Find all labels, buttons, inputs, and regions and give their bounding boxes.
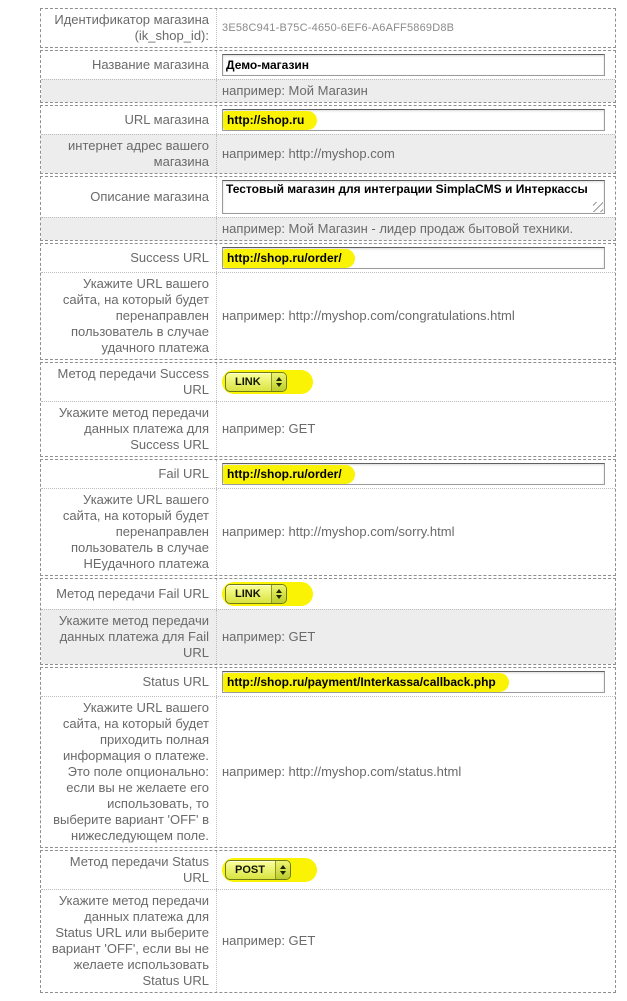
- shop-url-value-cell: [217, 106, 615, 134]
- shop-name-row: [41, 51, 615, 79]
- arrow-up-icon: [276, 377, 282, 381]
- status-url-label-cell: [41, 668, 217, 696]
- shop-description-label-cell: [41, 177, 217, 217]
- shop-name-label: Название магазина: [91, 57, 209, 72]
- status-method-hint-row: [41, 889, 615, 992]
- shop-id-value-cell: [217, 9, 615, 47]
- status-url-hint-text: например: http://myshop.com/status.html: [222, 764, 462, 779]
- status-url-input[interactable]: [222, 671, 605, 693]
- fail-method-group: [40, 578, 616, 665]
- status-method-highlight: [222, 858, 317, 882]
- fail-method-hint-label: Укажите метод передачи данных платежа для Fail URL: [58, 613, 209, 660]
- shop-description-hint-cell: [217, 218, 615, 240]
- shop-url-hint-label-cell: [41, 135, 217, 173]
- shop-name-label-cell: [41, 51, 217, 79]
- shop-description-hint-row: [41, 217, 615, 240]
- status-method-label: Метод передачи Status URL: [69, 854, 209, 885]
- fail-url-hint-label: Укажите URL вашего сайта, на который будет перенаправлен пользователь в случае НЕудачного платежа: [62, 492, 209, 571]
- shop-name-input-value: Демо-магазин: [226, 57, 310, 72]
- fail-method-select-value: LINK: [235, 588, 261, 600]
- success-url-hint-label: Укажите URL вашего сайта, на который будет перенаправлен пользователь в случае удачного платежа: [62, 276, 209, 355]
- success-method-hint-row: [41, 401, 615, 456]
- status-method-row: [41, 851, 615, 889]
- status-url-hint-label: Укажите URL вашего сайта, на который будет приходить полная информация о платеже. Это поле опционально: если вы не желаете его использовать, то выберите вариант 'OFF' в нижеследующем поле.: [53, 700, 209, 843]
- fail-url-row: [41, 460, 615, 488]
- status-url-row: [41, 668, 615, 696]
- success-url-label: Success URL: [130, 250, 209, 265]
- fail-url-input-value: http://shop.ru/order/: [223, 465, 355, 484]
- fail-url-label: Fail URL: [158, 466, 209, 481]
- settings-form: [40, 8, 616, 993]
- success-method-highlight: [222, 370, 313, 394]
- status-url-hint-row: [41, 696, 615, 847]
- success-method-label-cell: [41, 363, 217, 401]
- arrow-down-icon: [280, 871, 286, 875]
- shop-description-textarea[interactable]: [222, 180, 605, 214]
- shop-description-group: [40, 176, 616, 241]
- shop-id-row: [41, 9, 615, 47]
- status-method-hint-label: Укажите метод передачи данных платежа для Status URL или выберите вариант 'OFF', если вы не желаете использовать Status URL: [51, 893, 209, 988]
- shop-description-textarea-value: Тестовый магазин для интеграции SimplaCMS и Интеркассы: [226, 182, 588, 196]
- shop-name-hint-row: [41, 79, 615, 102]
- fail-url-hint-label-cell: [41, 489, 217, 575]
- success-method-hint-label-cell: [41, 402, 217, 456]
- fail-method-hint-row: [41, 609, 615, 664]
- status-url-hint-label-cell: [41, 697, 217, 847]
- shop-url-hint-text: например: http://myshop.com: [222, 146, 395, 161]
- status-method-value-cell: [217, 851, 615, 889]
- fail-method-hint-label-cell: [41, 610, 217, 664]
- fail-method-label-cell: [41, 579, 217, 609]
- success-url-input-value: http://shop.ru/order/: [223, 249, 355, 268]
- success-url-hint-cell: [217, 273, 615, 359]
- shop-description-hint-label-cell: [41, 218, 217, 240]
- shop-description-hint-text: например: Мой Магазин - лидер продаж бытовой техники.: [222, 221, 574, 236]
- fail-url-label-cell: [41, 460, 217, 488]
- fail-method-hint-text: например: GET: [222, 629, 316, 644]
- status-method-label-cell: [41, 851, 217, 889]
- fail-method-value-cell: [217, 579, 615, 609]
- success-url-hint-label-cell: [41, 273, 217, 359]
- select-stepper-icon: [271, 585, 286, 603]
- fail-method-row: [41, 579, 615, 609]
- success-url-hint-text: например: http://myshop.com/congratulations.html: [222, 308, 515, 323]
- shop-name-hint-text: например: Мой Магазин: [222, 83, 368, 98]
- shop-description-row: [41, 177, 615, 217]
- shop-url-input[interactable]: [222, 109, 605, 131]
- shop-name-input[interactable]: [222, 54, 605, 76]
- fail-url-value-cell: [217, 460, 615, 488]
- status-url-label: Status URL: [142, 674, 209, 689]
- select-stepper-icon: [271, 373, 286, 391]
- success-url-group: [40, 243, 616, 360]
- success-url-row: [41, 244, 615, 272]
- shop-name-hint-cell: [217, 80, 615, 102]
- success-url-input[interactable]: [222, 247, 605, 269]
- shop-name-value-cell: [217, 51, 615, 79]
- arrow-down-icon: [276, 383, 282, 387]
- success-url-label-cell: [41, 244, 217, 272]
- fail-method-highlight: [222, 582, 313, 606]
- fail-url-group: [40, 459, 616, 576]
- success-method-select-value: LINK: [235, 376, 261, 388]
- fail-url-hint-cell: [217, 489, 615, 575]
- arrow-up-icon: [276, 589, 282, 593]
- status-url-value-cell: [217, 668, 615, 696]
- shop-id-label: Идентификатор магазина (ik_shop_id):: [54, 12, 209, 43]
- status-url-input-value: http://shop.ru/payment/Interkassa/callback.php: [223, 673, 509, 692]
- status-url-hint-cell: [217, 697, 615, 847]
- fail-url-input[interactable]: [222, 463, 605, 485]
- status-url-group: [40, 667, 616, 848]
- select-stepper-icon: [275, 861, 290, 879]
- fail-method-hint-cell: [217, 610, 615, 664]
- shop-url-hint-cell: [217, 135, 615, 173]
- arrow-up-icon: [280, 865, 286, 869]
- fail-method-label: Метод передачи Fail URL: [56, 586, 209, 601]
- shop-url-input-value: http://shop.ru: [223, 111, 317, 130]
- shop-id-value: 3E58C941-B75C-4650-6EF6-A6AFF5869D8B: [222, 22, 455, 34]
- fail-method-select[interactable]: [225, 584, 287, 604]
- status-method-hint-label-cell: [41, 890, 217, 992]
- shop-description-value-cell: [217, 177, 615, 217]
- status-method-hint-cell: [217, 890, 615, 992]
- shop-id-label-cell: [41, 9, 217, 47]
- success-url-hint-row: [41, 272, 615, 359]
- shop-url-hint-row: [41, 134, 615, 173]
- success-method-select[interactable]: [225, 372, 287, 392]
- shop-description-label: Описание магазина: [90, 189, 209, 204]
- shop-name-group: [40, 50, 616, 103]
- status-method-hint-text: например: GET: [222, 933, 316, 948]
- shop-url-label: URL магазина: [124, 112, 209, 127]
- shop-url-group: [40, 105, 616, 174]
- resize-grip-icon[interactable]: [593, 202, 603, 212]
- success-method-group: [40, 362, 616, 457]
- success-method-value-cell: [217, 363, 615, 401]
- status-method-select[interactable]: [225, 860, 291, 880]
- fail-url-hint-row: [41, 488, 615, 575]
- shop-name-hint-label-cell: [41, 80, 217, 102]
- shop-url-label-cell: [41, 106, 217, 134]
- fail-url-hint-text: например: http://myshop.com/sorry.html: [222, 524, 455, 539]
- success-method-row: [41, 363, 615, 401]
- status-method-select-value: POST: [235, 864, 265, 876]
- shop-url-row: [41, 106, 615, 134]
- success-method-hint-cell: [217, 402, 615, 456]
- shop-url-hint-label: интернет адрес вашего магазина: [68, 138, 209, 169]
- status-method-group: [40, 850, 616, 993]
- success-url-value-cell: [217, 244, 615, 272]
- arrow-down-icon: [276, 595, 282, 599]
- success-method-hint-text: например: GET: [222, 421, 316, 436]
- success-method-hint-label: Укажите метод передачи данных платежа для Success URL: [58, 405, 209, 452]
- success-method-label: Метод передачи Success URL: [57, 366, 209, 397]
- shop-id-group: [40, 8, 616, 48]
